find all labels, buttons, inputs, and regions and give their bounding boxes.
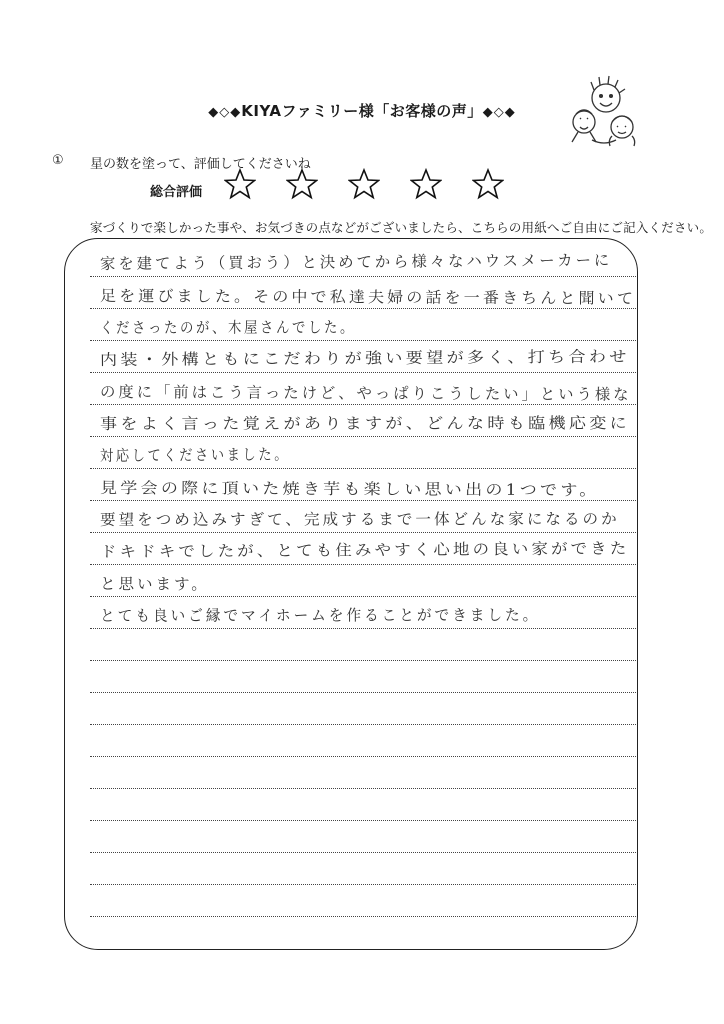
handwritten-line: の度に「前はこう言ったけど、やっぱりこうしたい」という様な (99, 383, 632, 404)
star-outline-icon[interactable] (410, 168, 442, 200)
handwritten-line: 事をよく言った覚えがありますが、どんな時も臨機応変に (99, 414, 631, 433)
ruled-line (90, 916, 636, 917)
title-text: KIYAファミリー様「お客様の声」 (241, 102, 483, 120)
star-outline-icon[interactable] (472, 168, 504, 200)
ruled-line (90, 532, 636, 533)
handwritten-line: ドキドキでしたが、とても住みやすく心地の良い家ができた (99, 539, 630, 561)
instruction-text: 家づくりで楽しかった事や、お気づきの点などがございましたら、こちらの用紙へご自由にご記入ください。 (90, 220, 713, 235)
ruled-line (90, 660, 636, 661)
ruled-line (90, 468, 636, 469)
star-outline-icon[interactable] (286, 168, 318, 200)
ruled-line (90, 756, 636, 757)
handwritten-line: と思います。 (99, 575, 210, 594)
handwritten-line: 対応してくださいました。 (99, 445, 291, 465)
ruled-line (90, 884, 636, 885)
star-outline-icon[interactable] (224, 168, 256, 200)
handwritten-line: とても良いご縁でマイホームを作ることができました。 (99, 606, 541, 625)
question-text: 星の数を塗って、評価してくださいね (90, 157, 311, 172)
ruled-line (90, 596, 636, 597)
handwritten-line: 家を建てよう（買おう）と決めてから様々なハウスメーカーに (99, 251, 613, 273)
kids-doodle-icon (562, 72, 642, 152)
ruled-line (90, 276, 636, 277)
question-number: ① (52, 153, 64, 168)
title-right-marks: ◆◇◆ (482, 105, 516, 120)
ruled-line (90, 724, 636, 725)
ruled-line (90, 564, 636, 565)
ruled-line (90, 820, 636, 821)
title-left-marks: ◆◇◆ (208, 105, 242, 120)
ruled-line (90, 436, 636, 437)
ruled-line (90, 372, 636, 373)
handwritten-line: 足を運びました。その中で私達夫婦の話を一番きちんと聞いて (99, 287, 637, 308)
ruled-line (90, 628, 636, 629)
ruled-line (90, 788, 636, 789)
star-rating[interactable] (224, 168, 504, 200)
ruled-line (90, 340, 636, 341)
rating-label: 総合評価 (150, 185, 203, 200)
handwritten-line: くださったのが、木屋さんでした。 (99, 318, 357, 337)
ruled-line (90, 852, 636, 853)
ruled-line (90, 692, 636, 693)
star-outline-icon[interactable] (348, 168, 380, 200)
handwritten-line: 見学会の際に頂いた焼き芋も楽しい思い出の1つです。 (99, 479, 600, 500)
handwritten-line: 内装・外構ともにこだわりが強い要望が多く、打ち合わせ (99, 347, 630, 369)
handwritten-line: 要望をつめ込みすぎて、完成するまで一体どんな家になるのか (99, 510, 620, 529)
